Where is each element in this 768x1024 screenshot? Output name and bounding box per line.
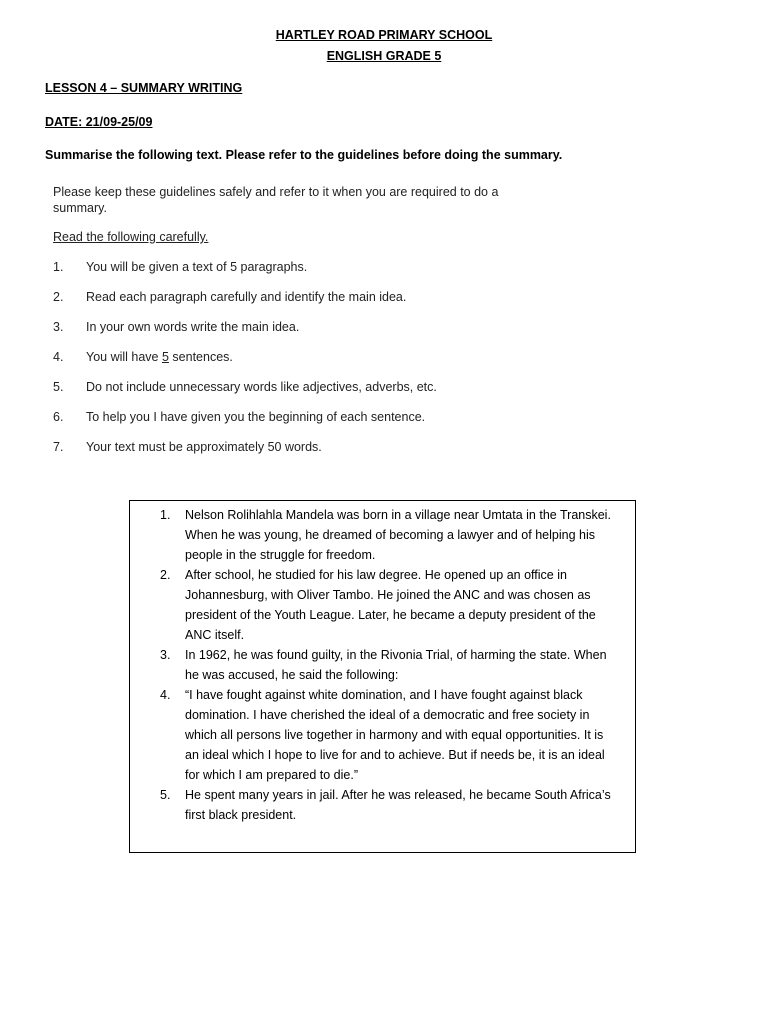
guideline-number: 6. [53, 410, 64, 424]
paragraph-line: Johannesburg, with Oliver Tambo. He joined the ANC and was chosen as [185, 588, 591, 602]
guideline-text-part: You will have [86, 350, 162, 364]
guideline-text: Your text must be approximately 50 words. [86, 440, 322, 454]
school-name: HARTLEY ROAD PRIMARY SCHOOL [275, 28, 493, 42]
paragraph-line: for which I am prepared to die.” [185, 768, 358, 782]
paragraph-text [185, 565, 605, 645]
date-label: DATE: 21/09-25/09 [45, 115, 153, 129]
paragraph-number: 3. [160, 648, 171, 662]
paragraph-line: He spent many years in jail. After he was released, he became South Africa’s [185, 788, 611, 802]
paragraph-number: 5. [160, 788, 171, 802]
paragraph-number: 2. [160, 568, 171, 582]
paragraph-line: president of the Youth League. Later, he became a deputy president of the [185, 608, 596, 622]
paragraph-line: domination. I have cherished the ideal of a democratic and free society in [185, 708, 590, 722]
guideline-text [86, 350, 233, 364]
guideline-text: To help you I have given you the beginning of each sentence. [86, 410, 426, 424]
paragraph-text [185, 785, 611, 825]
paragraph-text [185, 645, 605, 685]
paragraph-number: 4. [160, 688, 171, 702]
paragraph-line: “I have fought against white domination, and I have fought against black [185, 688, 583, 702]
guideline-number: 3. [53, 320, 64, 334]
guidelines-intro-line: Please keep these guidelines safely and refer to it when you are required to do a [53, 185, 499, 199]
guideline-text: You will be given a text of 5 paragraphs. [86, 260, 308, 274]
guideline-text: Do not include unnecessary words like adjectives, adverbs, etc. [86, 380, 437, 394]
paragraph-line: people in the struggle for freedom. [185, 548, 376, 562]
guideline-number: 5. [53, 380, 64, 394]
guideline-number: 7. [53, 440, 64, 454]
paragraph-line: In 1962, he was found guilty, in the Rivonia Trial, of harming the state. When [185, 648, 607, 662]
guideline-number: 4. [53, 350, 64, 364]
paragraph-text [185, 685, 605, 785]
paragraph-line: ANC itself. [185, 628, 245, 642]
paragraph-line: After school, he studied for his law degree. He opened up an office in [185, 568, 567, 582]
paragraph-number: 1. [160, 508, 171, 522]
instruction-text: Summarise the following text. Please refer to the guidelines before doing the summary. [45, 148, 563, 162]
subject-title: ENGLISH GRADE 5 [326, 49, 442, 63]
paragraph-text [185, 505, 611, 565]
paragraph-line: which all persons live together in harmony and with equal opportunities. It is [185, 728, 604, 742]
paragraph-line: first black president. [185, 808, 297, 822]
guideline-number: 2. [53, 290, 64, 304]
guideline-number: 1. [53, 260, 64, 274]
paragraph-line: Nelson Rolihlahla Mandela was born in a village near Umtata in the Transkei. [185, 508, 611, 522]
guideline-text: In your own words write the main idea. [86, 320, 300, 334]
guideline-text-underlined: 5 [161, 350, 169, 364]
guidelines-intro-line: summary. [53, 201, 107, 215]
guideline-text-part: sentences. [168, 350, 233, 364]
passage-box [129, 500, 636, 853]
read-carefully-heading: Read the following carefully. [53, 230, 209, 244]
paragraph-line: When he was young, he dreamed of becoming a lawyer and of helping his [185, 528, 595, 542]
paragraph-line: he was accused, he said the following: [185, 668, 399, 682]
paragraph-line: an ideal which I hope to live for and to achieve. But if needs be, it is an ideal [185, 748, 605, 762]
guideline-text: Read each paragraph carefully and identify the main idea. [86, 290, 407, 304]
guidelines-intro [53, 184, 543, 216]
lesson-title: LESSON 4 – SUMMARY WRITING [45, 81, 243, 95]
guidelines-section [53, 184, 543, 454]
